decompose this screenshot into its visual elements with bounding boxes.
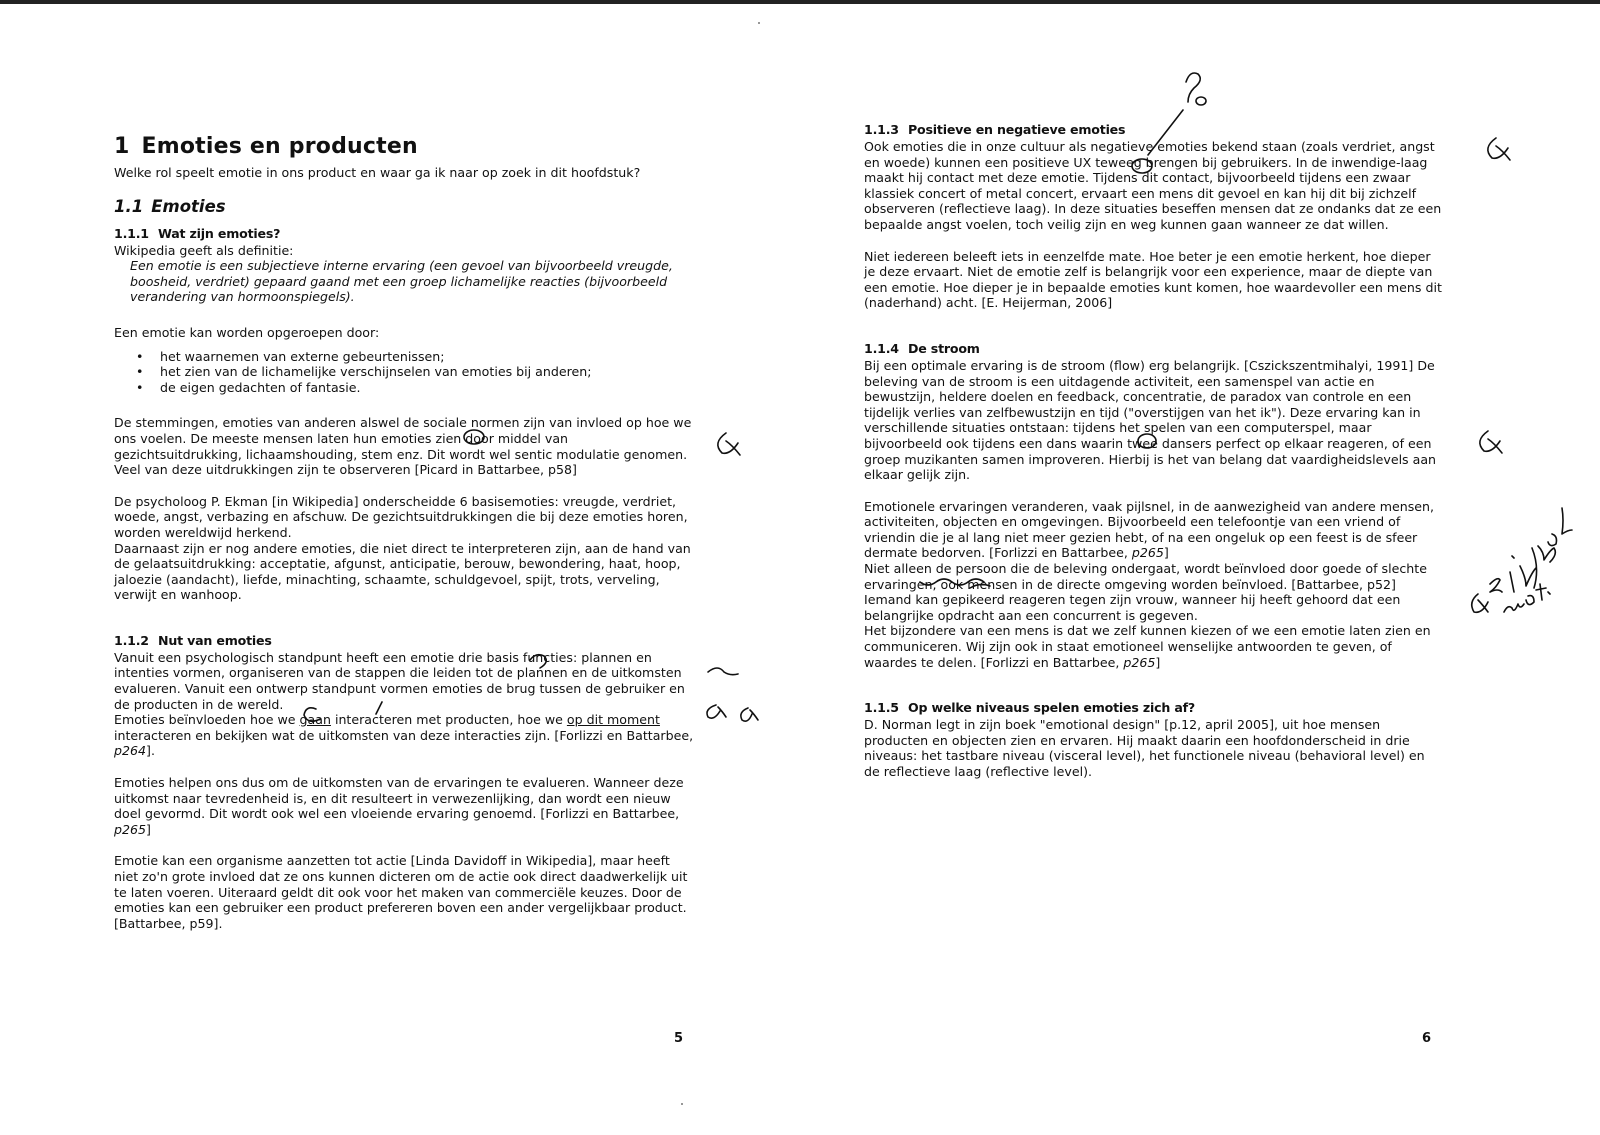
page-6 bbox=[800, 0, 1600, 1131]
text-run: Emotionele ervaringen veranderen, vaak pijlsnel, in de aanwezigheid van andere mensen, activiteiten, objecten en omgevingen. Bijvoorbeeld een telefoontje van een vriend of vriendin die je al lang niet meer gezien hebt, of na een ongeluk op een feest is de sfeer dermate bedorven. [Forlizzi en Battarbee, bbox=[864, 498, 1435, 561]
chapter-title: Emoties en producten bbox=[141, 134, 418, 159]
subsection-title: Op welke niveaus spelen emoties zich af? bbox=[908, 700, 1196, 716]
paragraph bbox=[114, 712, 694, 759]
text-run: Emoties helpen ons dus om de uitkomsten van de ervaringen te evalueren. Wanneer deze uitkomst naar tevredenheid is, en dit resulteert in verwezenlijking, dan wordt een nieuw doel gevormd. Dit wordt ook wel een vloeiende ervaring genoemd. [Forlizzi en Battarbee, bbox=[114, 775, 684, 822]
list-intro: Een emotie kan worden opgeroepen door: bbox=[114, 324, 380, 340]
page-5 bbox=[0, 0, 800, 1131]
definition-lead: Wikipedia geeft als definitie: bbox=[114, 242, 294, 258]
text-run: ] bbox=[1163, 545, 1169, 561]
list-item bbox=[114, 349, 694, 365]
subsection-heading bbox=[864, 700, 1444, 715]
paragraph: Daarnaast zijn er nog andere emoties, die niet direct te interpreteren zijn, aan de hand van de gelaatsuitdrukking: acceptatie, afgunst, anticipatie, berouw, bewondering, haat, hoop, jaloezie (aandacht), liefde, minachting, schaamte, schuldgevoel, spijt, trots, verveling, verwijt en wanhoop. bbox=[114, 540, 691, 603]
section-heading bbox=[114, 197, 694, 216]
subsection-number: 1.1.5 bbox=[864, 700, 899, 716]
paragraph bbox=[114, 775, 694, 837]
page-5-column bbox=[114, 134, 694, 931]
definition-quote: Een emotie is een subjectieve interne ervaring (een gevoel van bijvoorbeeld vreugde, boosheid, verdriet) gepaard gaand met een groep lichamelijke reacties (bijvoorbeeld verandering van hormoonspiegels). bbox=[130, 258, 673, 305]
list-item-text: het waarnemen van externe gebeurtenissen; bbox=[160, 348, 445, 364]
chapter-number: 1 bbox=[114, 134, 130, 159]
subsection-title: Positieve en negatieve emoties bbox=[908, 122, 1126, 137]
paragraph: De stemmingen, emoties van anderen alswel de sociale normen zijn van invloed op hoe we ons voelen. De meeste mensen laten hun emoties zien door middel van gezichtsuitdrukking, lichaamshouding, stem enz. Dit wordt wel sentic modulatie genomen. Veel van deze uitdrukkingen zijn te observeren [Picard in Battarbee, p58] bbox=[114, 415, 692, 478]
paragraph: Niet alleen de persoon die de beleving ondergaat, wordt beïnvloed door goede of slechte ervaringen, ook mensen in de directe omgeving worden beïnvloed. [Battarbee, p52] bbox=[864, 561, 1427, 592]
section-title: Emoties bbox=[151, 196, 226, 216]
list-item-text: het zien van de lichamelijke verschijnselen van emoties bij anderen; bbox=[160, 364, 592, 380]
paragraph: De psycholoog P. Ekman [in Wikipedia] onderscheidde 6 basisemoties: vreugde, verdriet, woede, angst, verbazing en afschuw. De gezichtsuitdrukkingen die bij deze emoties horen, worden wereldwijd herkend. bbox=[114, 493, 688, 540]
paragraph: Emotie kan een organisme aanzetten tot actie [Linda Davidoff in Wikipedia], maar heeft niet zo'n grote invloed dat ze ons kunnen dicteren om de actie ook direct daadwerkelijk uit te laten voeren. Uiteraard geldt dit ook voor het maken van commerciële keuzes. Door de emoties kan een gebruiker een product prefereren boven een ander vergelijkbaar product. [Battarbee, p59]. bbox=[114, 853, 688, 931]
bullet-icon: • bbox=[136, 364, 144, 380]
subsection-heading bbox=[864, 341, 1444, 356]
paragraph: Ook emoties die in onze cultuur als negatieve emoties bekend staan (zoals verdriet, angst en woede) kunnen een positieve UX teweeg brengen bij gebruikers. In de inwendige-laag maakt hij contact met deze emotie. Tijdens dit contact, bijvoorbeeld tijdens een zwaar klassiek concert of metal concert, ervaart een mens dit gevoel en kan hij dit bij zichzelf observeren (reflectieve laag). In deze situaties beseffen mensen dat ze ondanks dat ze een bepaalde angst voelen, toch veilig zijn en weg kunnen gaan wanneer ze dat willen. bbox=[864, 139, 1442, 232]
text-run: Het bijzondere van een mens is dat we zelf kunnen kiezen of we een emotie laten zien en communiceren. Wij zijn ook in staat emotioneel wenselijke antwoorden te geven, of waardes te delen. [Forlizzi en Battarbee, bbox=[864, 623, 1431, 670]
text-run: ] bbox=[1155, 654, 1161, 670]
subsection-number: 1.1.3 bbox=[864, 122, 899, 137]
bullet-icon: • bbox=[136, 348, 144, 364]
underlined-text: gaan bbox=[299, 712, 331, 728]
subsection-heading bbox=[114, 226, 694, 241]
text-run: Emoties beïnvloeden hoe we bbox=[114, 712, 300, 728]
text-run: interacteren met producten, hoe we bbox=[330, 712, 567, 728]
underlined-text: op dit moment bbox=[566, 712, 660, 728]
subsection-heading bbox=[864, 122, 1444, 137]
paragraph: Iemand kan gepikeerd reageren tegen zijn vrouw, wanneer hij heeft gehoord dat een belangrijke opdracht aan een concurrent is gegeven. bbox=[864, 592, 1401, 623]
list-item-text: de eigen gedachten of fantasie. bbox=[160, 379, 361, 395]
subsection-number: 1.1.1 bbox=[114, 225, 149, 241]
subsection-title: De stroom bbox=[908, 340, 980, 356]
subsection-number: 1.1.2 bbox=[114, 632, 149, 648]
paragraph: D. Norman legt in zijn boek "emotional design" [p.12, april 2005], uit hoe mensen producten en objecten zien en ervaren. Hij maakt daarin een hoofdonderscheid in drie niveaus: het tastbare niveau (visceral level), het functionele niveau (behavioral level) en de reflectieve laag (reflective level). bbox=[864, 717, 1425, 779]
citation-page: p265 bbox=[1123, 654, 1156, 670]
section-number: 1.1 bbox=[114, 196, 144, 216]
bullet-list bbox=[114, 349, 694, 396]
subsection-title: Wat zijn emoties? bbox=[158, 225, 281, 241]
paragraph: Vanuit een psychologisch standpunt heeft een emotie drie basis functies: plannen en intenties vormen, organiseren van de stappen die leiden tot de plannen en de uitkomsten evalueren. Vanuit een ontwerp standpunt vormen emoties de brug tussen de gebruiker en de producten in de wereld. bbox=[114, 649, 685, 712]
subsection-title: Nut van emoties bbox=[158, 632, 272, 648]
citation-page: p265 bbox=[1131, 545, 1164, 561]
bullet-icon: • bbox=[136, 379, 144, 395]
text-run: ]. bbox=[146, 743, 155, 759]
citation-page: p265 bbox=[114, 821, 147, 837]
page-number: 5 bbox=[674, 1031, 684, 1046]
page-number: 6 bbox=[1422, 1031, 1432, 1046]
subsection-number: 1.1.4 bbox=[864, 340, 899, 356]
citation-page: p264 bbox=[114, 743, 147, 759]
paragraph: Niet iedereen beleeft iets in eenzelfde mate. Hoe beter je een emotie herkent, hoe dieper je deze ervaart. Niet de emotie zelf is belangrijk voor een experience, maar de diepte van een emotie. Hoe dieper je in bepaalde emoties kunt komen, hoe waardevoller een mens dit (naderhand) acht. [E. Heijerman, 2006] bbox=[864, 248, 1442, 311]
list-item bbox=[114, 380, 694, 396]
chapter-intro: Welke rol speelt emotie in ons product en waar ga ik naar op zoek in dit hoofdstuk? bbox=[114, 165, 641, 180]
list-item bbox=[114, 364, 694, 380]
paragraph bbox=[864, 623, 1444, 670]
paragraph: Bij een optimale ervaring is de stroom (flow) erg belangrijk. [Cszickszentmihalyi, 1991] De beleving van de stroom is een uitdagende activiteit, een samenspel van actie en bewustzijn, heldere doelen en feedback, concentratie, de paradox van controle en een tijdelijk verlies van zelfbewustzijn en tijd ("overstijgen van het ik"). Deze ervaring kan in verschillende situaties ontstaan: tijdens het spelen van een computerspel, maar bijvoorbeeld ook tijdens een dans waarin twee dansers perfect op elkaar reageren, of een groep muzikanten samen improveren. Hierbij is het van belang dat vaardigheidslevels aan elkaar gelijk zijn. bbox=[864, 357, 1437, 483]
chapter-heading bbox=[114, 134, 694, 159]
text-run: ] bbox=[146, 821, 151, 837]
subsection-heading bbox=[114, 633, 694, 648]
paragraph bbox=[864, 499, 1444, 561]
text-run: interacteren en bekijken wat de uitkomsten van deze interacties zijn. [Forlizzi en Battarbee, bbox=[114, 727, 694, 743]
page-6-column bbox=[864, 122, 1444, 780]
